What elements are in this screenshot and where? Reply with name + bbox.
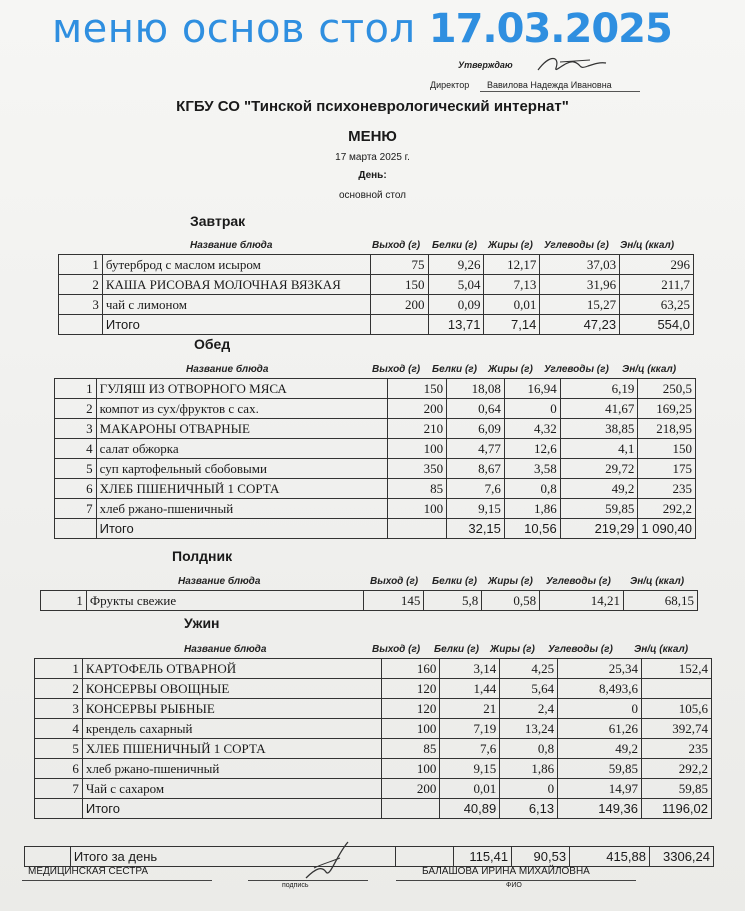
dish-name: бутерброд с маслом исыром [102,255,370,275]
table-row [59,275,694,295]
dish-name: Фрукты свежие [86,591,364,611]
dish-energy: 296 [620,255,694,275]
table-row [55,419,696,439]
dish-carbs: 4,1 [560,439,638,459]
dish-energy: 218,95 [638,419,696,439]
dish-yield: 210 [387,419,447,439]
dish-fat: 16,94 [504,379,560,399]
row-number: 7 [55,499,97,519]
day-total-energy: 3306,24 [649,847,713,867]
dish-energy: 292,2 [642,759,712,779]
dish-carbs: 37,03 [540,255,620,275]
header-yield: Выход (г) [372,240,421,251]
overlay-date: 17.03.2025 [428,6,672,52]
header-fat: Жиры (г) [490,644,535,655]
signature-line [248,880,368,881]
dinner-table [34,658,712,819]
header-energy: Эн/ц (ккал) [634,644,689,655]
total-row [35,799,712,819]
row-number: 2 [59,275,103,295]
dish-carbs: 14,97 [558,779,642,799]
day-label: День: [358,170,387,181]
dish-name: чай с лимоном [102,295,370,315]
header-carbs: Углеводы (г) [544,364,609,375]
row-number: 6 [35,759,83,779]
header-fat: Жиры (г) [488,364,533,375]
day-total-label: Итого за день [70,847,395,867]
dish-carbs: 59,85 [558,759,642,779]
approval-line [480,91,640,92]
dish-fat: 1,86 [504,499,560,519]
dish-energy: 392,74 [642,719,712,739]
header-name: Название блюда [190,240,273,251]
dish-fat: 0,8 [504,479,560,499]
dish-yield: 85 [382,739,440,759]
table-row [55,439,696,459]
dish-protein: 9,15 [440,759,500,779]
dish-yield: 145 [364,591,424,611]
dish-protein: 0,09 [428,295,484,315]
dish-fat: 4,32 [504,419,560,439]
dish-fat: 7,13 [484,275,540,295]
dish-protein: 3,14 [440,659,500,679]
dish-yield: 350 [387,459,447,479]
total-fat: 6,13 [500,799,558,819]
dish-name: хлеб ржано-пшеничный [82,759,382,779]
dish-carbs: 15,27 [540,295,620,315]
approval-role: Директор [430,80,470,90]
document-date: 17 марта 2025 г. [335,152,410,163]
dish-fat: 1,86 [500,759,558,779]
total-carbs: 47,23 [540,315,620,335]
header-carbs: Углеводы (г) [546,576,611,587]
total-blank [59,315,103,335]
dish-energy: 292,2 [638,499,696,519]
dish-name: КОНСЕРВЫ РЫБНЫЕ [82,699,382,719]
dish-energy: 175 [638,459,696,479]
dish-protein: 1,44 [440,679,500,699]
table-row [59,295,694,315]
dish-protein: 18,08 [447,379,505,399]
dish-protein: 7,19 [440,719,500,739]
dish-carbs: 41,67 [560,399,638,419]
dish-protein: 9,15 [447,499,505,519]
dish-name: КОНСЕРВЫ ОВОЩНЫЕ [82,679,382,699]
dish-fat: 0,58 [482,591,540,611]
header-carbs: Углеводы (г) [548,644,613,655]
dish-energy: 235 [638,479,696,499]
organization-name: КГБУ СО "Тинской психоневрологический интернат" [176,98,569,115]
row-number: 1 [55,379,97,399]
header-energy: Эн/ц (ккал) [630,576,685,587]
dish-fat: 0 [500,779,558,799]
dish-yield: 200 [387,399,447,419]
header-yield: Выход (г) [372,364,421,375]
table-row [59,255,694,275]
total-protein: 40,89 [440,799,500,819]
day-total-table [24,846,714,867]
row-number: 6 [55,479,97,499]
snack-table [40,590,698,611]
person-label: ФИО [506,882,522,889]
dish-fat: 4,25 [500,659,558,679]
row-number: 5 [55,459,97,479]
overlay-caption [52,6,672,52]
header-yield: Выход (г) [372,644,421,655]
dish-yield: 100 [387,439,447,459]
header-protein: Белки (г) [432,364,477,375]
dish-fat: 2,4 [500,699,558,719]
footer-person: БАЛАШОВА ИРИНА МИХАЙЛОВНА [422,866,590,877]
dish-carbs: 25,34 [558,659,642,679]
header-fat: Жиры (г) [488,576,533,587]
day-total-carbs: 415,88 [570,847,650,867]
dish-protein: 0,01 [440,779,500,799]
dish-name: Чай с сахаром [82,779,382,799]
dish-fat: 12,6 [504,439,560,459]
table-row [55,379,696,399]
dish-yield: 150 [370,275,428,295]
overlay-text: меню основ стол [52,6,416,52]
lunch-table [54,378,696,539]
header-protein: Белки (г) [432,576,477,587]
row-number: 1 [35,659,83,679]
dish-energy: 169,25 [638,399,696,419]
total-label: Итого [102,315,370,335]
total-yield [370,315,428,335]
dish-carbs: 29,72 [560,459,638,479]
dish-carbs: 59,85 [560,499,638,519]
snack-title: Полдник [172,548,233,564]
table-row [35,679,712,699]
table-row [35,659,712,679]
total-energy: 1 090,40 [638,519,696,539]
header-energy: Эн/ц (ккал) [622,364,677,375]
dish-carbs: 49,2 [560,479,638,499]
document-title: МЕНЮ [348,128,397,145]
signature-label: подпись [282,882,309,889]
table-row [55,479,696,499]
total-yield [382,799,440,819]
dish-energy: 250,5 [638,379,696,399]
dish-protein: 7,6 [447,479,505,499]
header-name: Название блюда [184,644,267,655]
total-energy: 554,0 [620,315,694,335]
row-number: 2 [35,679,83,699]
director-signature [530,48,610,78]
day-total-protein: 115,41 [454,847,512,867]
table-type: основной стол [338,190,407,201]
dish-name: ХЛЕБ ПШЕНИЧНЫЙ 1 СОРТА [82,739,382,759]
dish-yield: 120 [382,679,440,699]
total-fat: 7,14 [484,315,540,335]
dish-fat: 0 [504,399,560,419]
total-label: Итого [96,519,387,539]
dish-energy: 211,7 [620,275,694,295]
table-row [35,719,712,739]
row-number: 5 [35,739,83,759]
dish-fat: 13,24 [500,719,558,739]
dish-fat: 0,01 [484,295,540,315]
dish-yield: 85 [387,479,447,499]
dish-name: хлеб ржано-пшеничный [96,499,387,519]
dish-name: КАРТОФЕЛЬ ОТВАРНОЙ [82,659,382,679]
dish-protein: 21 [440,699,500,719]
dish-yield: 100 [382,759,440,779]
table-row [35,779,712,799]
dish-name: салат обжорка [96,439,387,459]
table-row [55,499,696,519]
total-protein: 32,15 [447,519,505,539]
header-name: Название блюда [178,576,261,587]
footer-position-line [22,880,212,881]
row-number: 2 [55,399,97,419]
dish-fat: 5,64 [500,679,558,699]
dish-energy: 59,85 [642,779,712,799]
dish-fat: 12,17 [484,255,540,275]
dish-yield: 200 [382,779,440,799]
table-row [55,399,696,419]
row-number: 4 [55,439,97,459]
dish-name: ГУЛЯШ ИЗ ОТВОРНОГО МЯСА [96,379,387,399]
dish-yield: 120 [382,699,440,719]
row-number: 3 [59,295,103,315]
dish-carbs: 8,493,6 [558,679,642,699]
dish-carbs: 0 [558,699,642,719]
dish-carbs: 38,85 [560,419,638,439]
dish-yield: 100 [382,719,440,739]
header-yield: Выход (г) [370,576,419,587]
total-yield [387,519,447,539]
footer-position: МЕДИЦИНСКАЯ СЕСТРА [28,866,149,877]
dish-yield: 75 [370,255,428,275]
total-row [59,315,694,335]
dish-energy: 68,15 [624,591,698,611]
table-row [35,699,712,719]
header-energy: Эн/ц (ккал) [620,240,675,251]
dish-name: ХЛЕБ ПШЕНИЧНЫЙ 1 СОРТА [96,479,387,499]
dish-fat: 3,58 [504,459,560,479]
dish-energy: 235 [642,739,712,759]
dish-carbs: 31,96 [540,275,620,295]
breakfast-table [58,254,694,335]
approval-name: Вавилова Надежда Ивановна [487,80,612,90]
header-name: Название блюда [186,364,269,375]
total-blank [35,799,83,819]
approval-label: Утверждаю [458,60,513,70]
dish-carbs: 49,2 [558,739,642,759]
total-row [55,519,696,539]
dinner-title: Ужин [184,615,220,631]
dish-protein: 5,8 [424,591,482,611]
dish-energy: 63,25 [620,295,694,315]
nurse-signature [296,838,356,883]
dish-energy: 105,6 [642,699,712,719]
day-total-row [25,847,714,867]
dish-fat: 0,8 [500,739,558,759]
dish-carbs: 61,26 [558,719,642,739]
dish-protein: 5,04 [428,275,484,295]
dish-name: КАША РИСОВАЯ МОЛОЧНАЯ ВЯЗКАЯ [102,275,370,295]
row-number: 4 [35,719,83,739]
header-protein: Белки (г) [432,240,477,251]
breakfast-title: Завтрак [190,213,246,229]
dish-protein: 7,6 [440,739,500,759]
table-row [35,739,712,759]
dish-name: суп картофельный сбобовыми [96,459,387,479]
row-number: 1 [59,255,103,275]
dish-yield: 100 [387,499,447,519]
dish-carbs: 6,19 [560,379,638,399]
dish-protein: 0,64 [447,399,505,419]
dish-protein: 8,67 [447,459,505,479]
dish-energy [642,679,712,699]
table-row [35,759,712,779]
person-line [396,880,636,881]
table-row [41,591,698,611]
row-number: 1 [41,591,87,611]
row-number: 3 [35,699,83,719]
row-number: 3 [55,419,97,439]
dish-energy: 152,4 [642,659,712,679]
dish-protein: 9,26 [428,255,484,275]
dish-carbs: 14,21 [540,591,624,611]
dish-name: МАКАРОНЫ ОТВАРНЫЕ [96,419,387,439]
day-total-fat: 90,53 [512,847,570,867]
total-protein: 13,71 [428,315,484,335]
header-carbs: Углеводы (г) [544,240,609,251]
total-carbs: 149,36 [558,799,642,819]
dish-energy: 150 [638,439,696,459]
total-fat: 10,56 [504,519,560,539]
dish-yield: 160 [382,659,440,679]
total-blank [55,519,97,539]
dish-protein: 6,09 [447,419,505,439]
dish-yield: 200 [370,295,428,315]
dish-protein: 4,77 [447,439,505,459]
dish-name: крендель сахарный [82,719,382,739]
total-carbs: 219,29 [560,519,638,539]
lunch-title: Обед [194,336,231,352]
header-fat: Жиры (г) [488,240,533,251]
row-number: 7 [35,779,83,799]
table-row [55,459,696,479]
header-protein: Белки (г) [434,644,479,655]
dish-name: компот из сух/фруктов с сах. [96,399,387,419]
total-label: Итого [82,799,382,819]
total-energy: 1196,02 [642,799,712,819]
dish-yield: 150 [387,379,447,399]
